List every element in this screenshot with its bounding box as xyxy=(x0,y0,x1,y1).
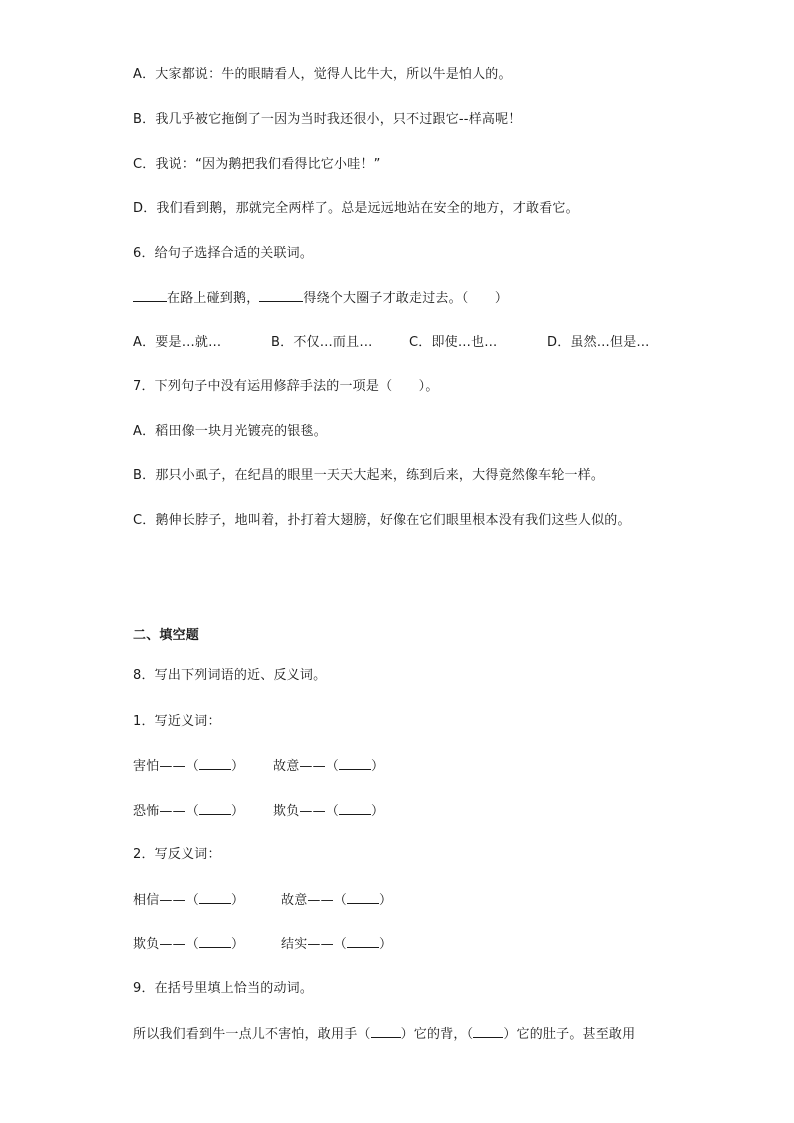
q6-option-c[interactable]: C．即使…也… xyxy=(409,335,498,350)
q6-title: 6．给句子选择合适的关联词。 xyxy=(133,246,314,261)
q8-sub1: 1．写近义词： xyxy=(133,714,221,729)
word-label: 欺负——（ xyxy=(273,804,340,819)
close-paren: ） xyxy=(231,937,245,952)
q9-title: 9．在括号里填上恰当的动词。 xyxy=(133,981,314,996)
q6-sentence-part2: 得绕个大圈子才敢走过去。（ ） xyxy=(303,291,509,306)
q9-blank-2[interactable] xyxy=(473,1025,503,1038)
answer-blank[interactable] xyxy=(339,802,371,815)
q8-sub2: 2．写反义词： xyxy=(133,847,221,862)
q7-title: 7．下列句子中没有运用修辞手法的一项是（ ）。 xyxy=(133,379,439,394)
q6-option-b[interactable]: B．不仅…而且… xyxy=(271,335,373,350)
q7-option-c: C．鹅伸长脖子，地叫着，扑打着大翅膀，好像在它们眼里根本没有我们这些人似的。 xyxy=(133,513,631,528)
answer-blank[interactable] xyxy=(199,935,231,948)
word-label: 害怕——（ xyxy=(133,759,200,774)
q5-option-b: B．我几乎被它拖倒了一因为当时我还很小，只不过跟它--样高呢！ xyxy=(133,112,522,127)
answer-blank[interactable] xyxy=(199,757,231,770)
q6-blank-2[interactable] xyxy=(259,289,303,302)
q5-option-d: D．我们看到鹅，那就完全两样了。总是远远地站在安全的地方，才敢看它。 xyxy=(133,201,579,216)
q5-option-c: C．我说：“因为鹅把我们看得比它小哇！” xyxy=(133,157,381,172)
close-paren: ） xyxy=(231,759,245,774)
answer-blank[interactable] xyxy=(347,891,379,904)
q6-sentence xyxy=(133,289,508,308)
answer-blank[interactable] xyxy=(347,935,379,948)
q9-text xyxy=(133,1025,635,1044)
q9-text-part1: 所以我们看到牛一点儿不害怕，敢用手（ xyxy=(133,1027,371,1042)
q9-text-part2: ）它的背，（ xyxy=(400,1027,474,1042)
antonym-pair-qifu xyxy=(133,935,281,954)
q7-option-a: A．稻田像一块月光镀亮的银毯。 xyxy=(133,424,327,439)
synonym-pair-guyi xyxy=(273,757,413,776)
word-label: 相信——（ xyxy=(133,893,200,908)
q9-blank-1[interactable] xyxy=(371,1025,401,1038)
antonym-pair-jieshi xyxy=(281,935,421,954)
synonym-pair-haipa xyxy=(133,757,273,776)
antonym-pair-xiangxin xyxy=(133,891,281,910)
word-label: 恐怖——（ xyxy=(133,804,200,819)
answer-blank[interactable] xyxy=(339,757,371,770)
q6-option-a[interactable]: A．要是…就… xyxy=(133,335,222,350)
section-2-heading: 二、填空题 xyxy=(133,628,200,643)
word-label: 故意——（ xyxy=(273,759,340,774)
q6-sentence-part1: 在路上碰到鹅， xyxy=(167,291,260,306)
answer-blank[interactable] xyxy=(199,802,231,815)
q8-title: 8．写出下列词语的近、反义词。 xyxy=(133,668,327,683)
answer-blank[interactable] xyxy=(199,891,231,904)
close-paren: ） xyxy=(379,893,393,908)
synonym-pair-kongbu xyxy=(133,802,273,821)
q6-blank-1[interactable] xyxy=(133,289,167,302)
q7-option-b: B．那只小虱子，在纪昌的眼里一天天大起来，练到后来，大得竟然像车轮一样。 xyxy=(133,468,605,483)
close-paren: ） xyxy=(379,937,393,952)
close-paren: ） xyxy=(371,804,385,819)
q5-option-a: A．大家都说：牛的眼睛看人，觉得人比牛大，所以牛是怕人的。 xyxy=(133,67,512,82)
word-label: 欺负——（ xyxy=(133,937,200,952)
close-paren: ） xyxy=(371,759,385,774)
word-label: 结实——（ xyxy=(281,937,348,952)
q6-option-d[interactable]: D．虽然…但是… xyxy=(547,335,650,350)
synonym-pair-qifu xyxy=(273,802,413,821)
q9-text-part3: ）它的肚子。甚至敢用 xyxy=(503,1027,636,1042)
close-paren: ） xyxy=(231,893,245,908)
close-paren: ） xyxy=(231,804,245,819)
antonym-pair-guyi xyxy=(281,891,421,910)
word-label: 故意——（ xyxy=(281,893,348,908)
